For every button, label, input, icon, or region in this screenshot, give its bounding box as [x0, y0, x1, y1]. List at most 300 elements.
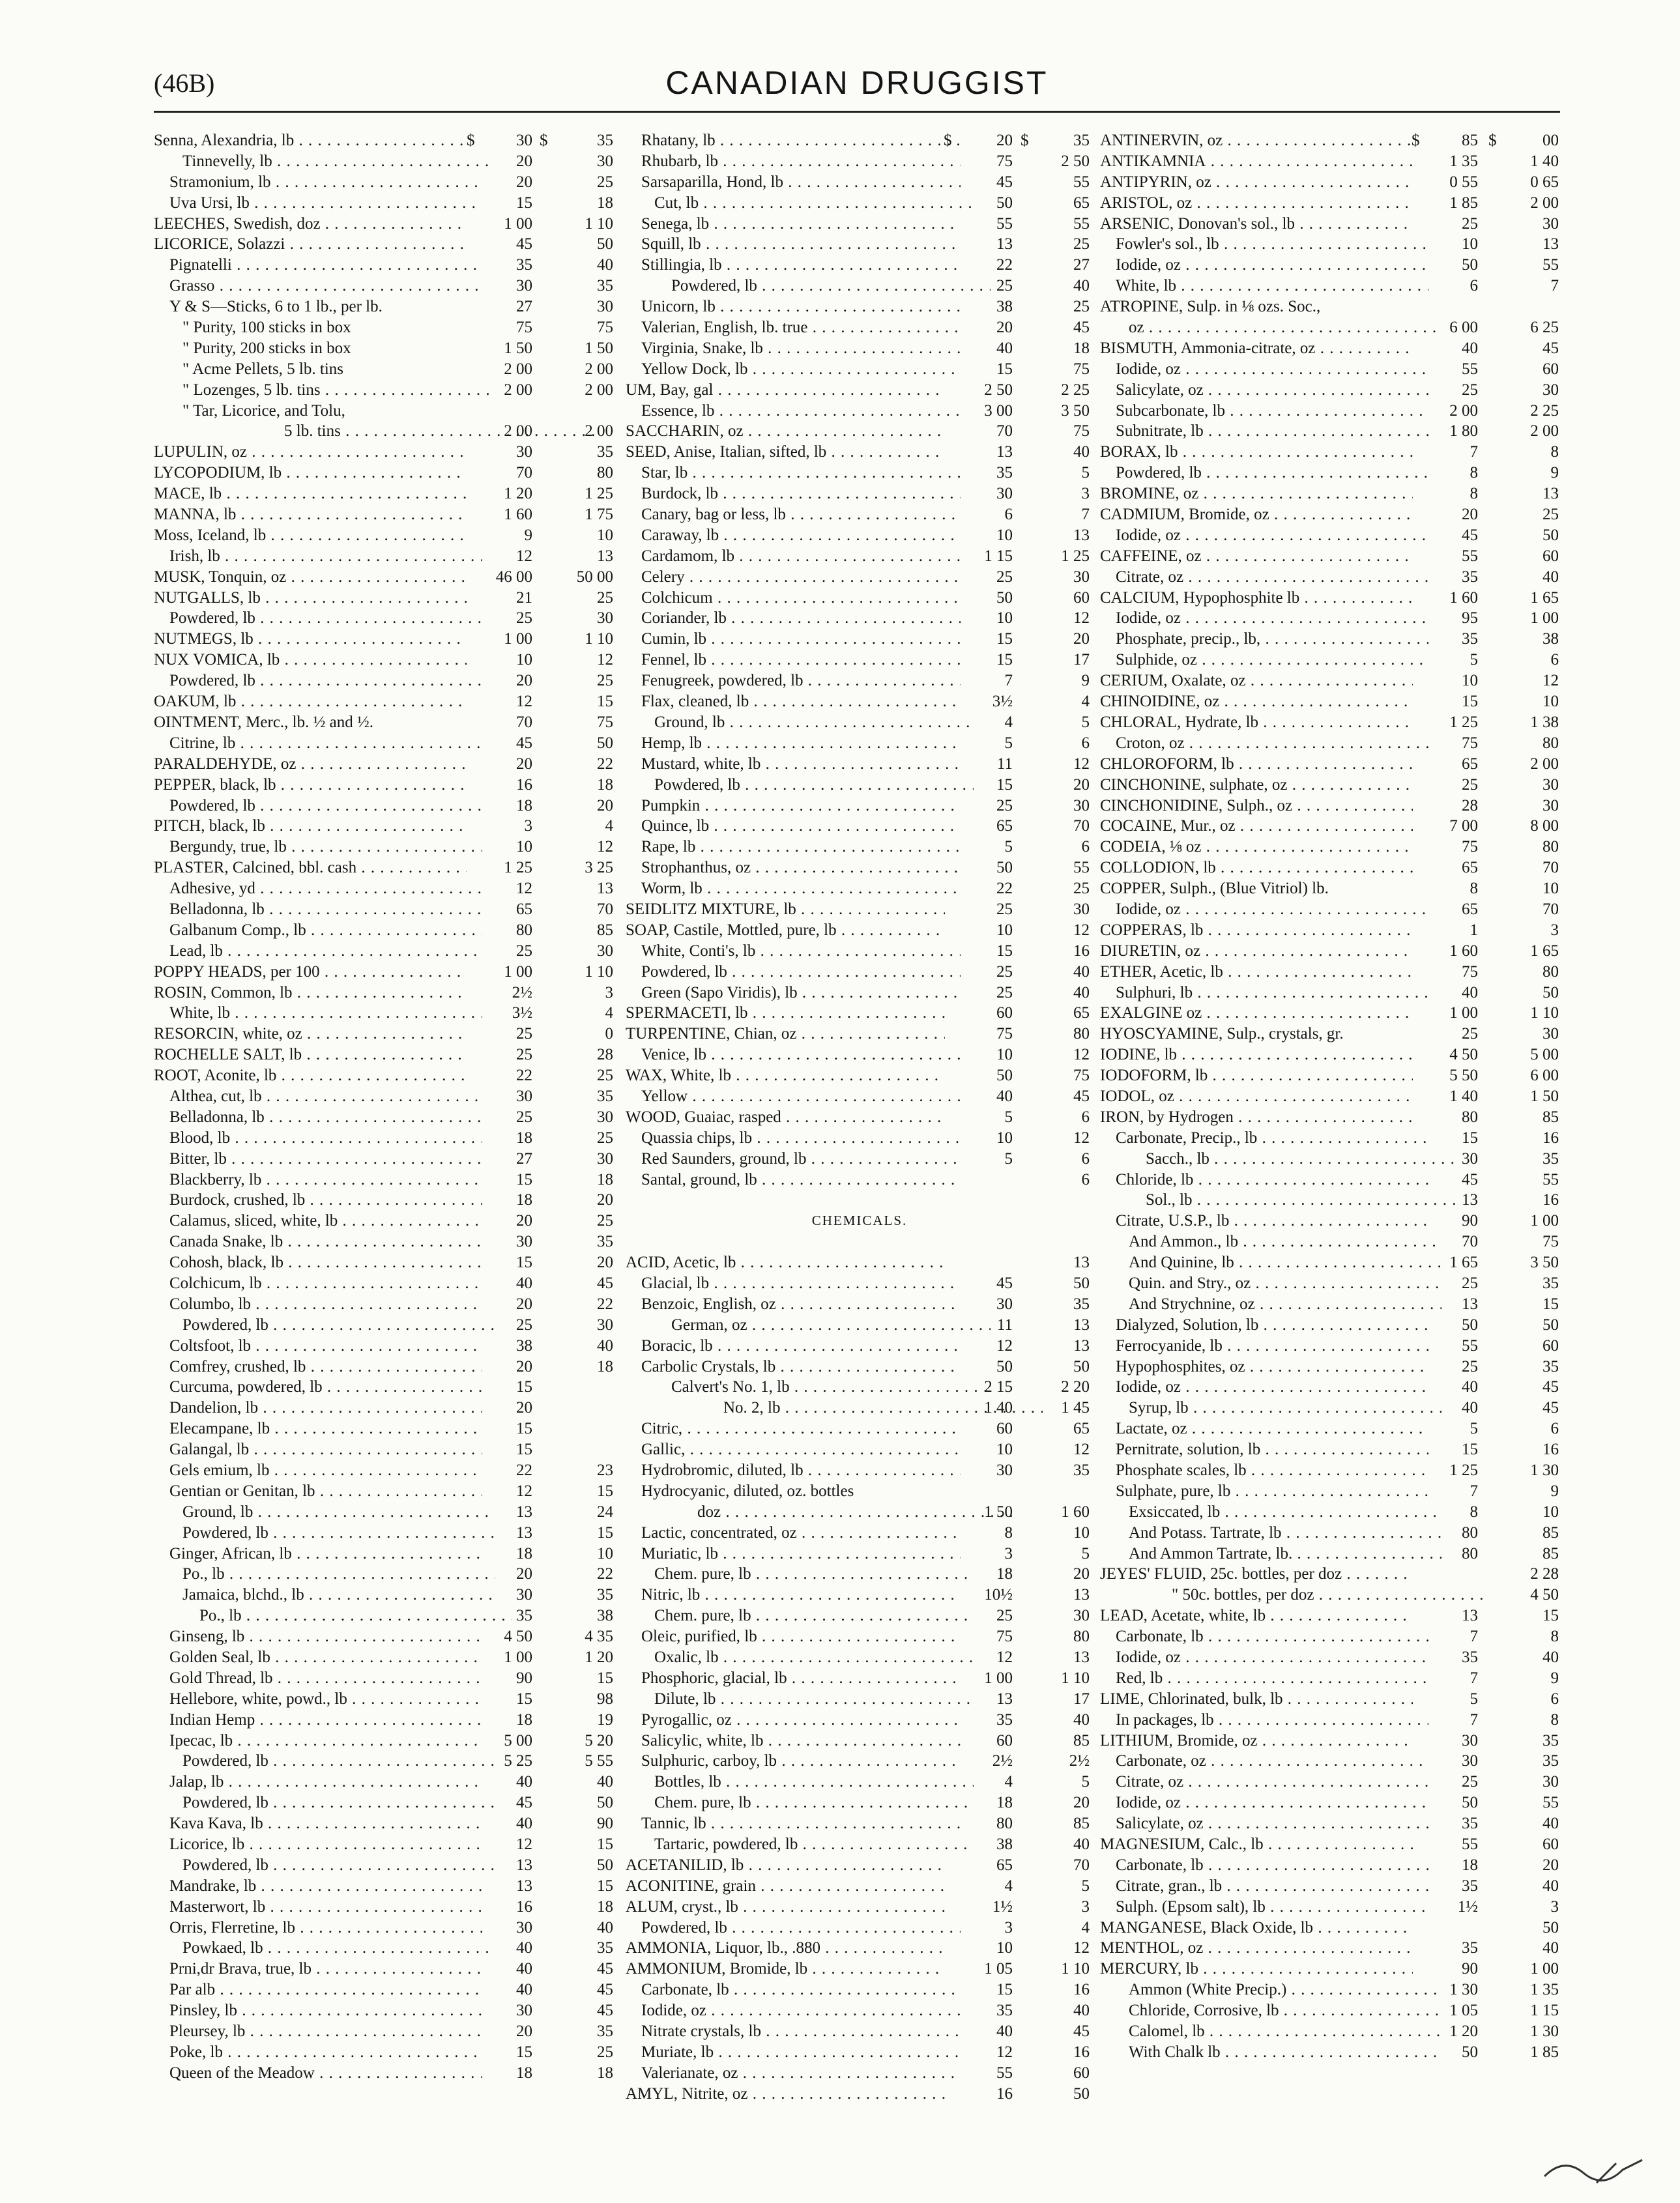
price-high: 40 — [1073, 1710, 1090, 1729]
item-name: Gallic, . . . — [626, 1439, 961, 1460]
price-high: 25 — [597, 672, 613, 690]
item-name: Sarsaparilla, Hond, lb . . . — [626, 172, 961, 193]
price-row — [154, 2063, 620, 2084]
price-low: 1 20 — [504, 485, 532, 503]
price-low: 55 — [1462, 360, 1478, 378]
price-high: 1 65 — [1530, 942, 1559, 960]
item-name: Ferrocyanide, lb . . . — [1100, 1336, 1428, 1357]
price-low: 65 — [1462, 755, 1478, 773]
price-high: 12 — [1073, 921, 1090, 939]
price-row — [1100, 1731, 1560, 1751]
item-name: With Chalk lb . . . — [1100, 2042, 1441, 2063]
price-row — [154, 1876, 620, 1897]
price-row — [154, 1564, 620, 1585]
price-row — [154, 193, 620, 214]
price-high: 1 40 — [1530, 152, 1559, 170]
price-row — [626, 1149, 1093, 1170]
price-high: 6 — [1081, 734, 1090, 752]
price-low: 27 — [516, 298, 532, 316]
price-low: 55 — [1462, 547, 1478, 565]
price-row — [1100, 1107, 1560, 1128]
price-high: 22 — [597, 1565, 613, 1583]
price-low: 10 — [996, 1129, 1013, 1147]
price-high: 55 — [1073, 173, 1090, 191]
item-name: IODOL, oz . . . — [1100, 1086, 1413, 1107]
price-high: 15 — [1542, 1607, 1559, 1625]
item-name: 5 lb. tins . . . — [154, 421, 597, 442]
item-name: Powdered, lb . . . — [626, 1918, 961, 1938]
item-name: Powkaed, lb . . . — [154, 1938, 495, 1959]
price-high: 1 75 — [585, 506, 613, 524]
item-name: Iodide, oz . . . — [1100, 525, 1428, 546]
price-low: 45 — [1462, 1170, 1478, 1188]
price-low: 20 — [1462, 506, 1478, 524]
price-high: 2½ — [1069, 1752, 1090, 1770]
price-high: 40 — [1542, 1939, 1559, 1957]
price-row — [154, 608, 620, 629]
price-row — [626, 296, 1093, 317]
item-name: OAKUM, lb . . . — [154, 691, 467, 712]
price-high: 65 — [1073, 194, 1090, 212]
item-name: Pyrogallic, oz . . . — [626, 1710, 961, 1731]
price-row — [154, 1418, 620, 1439]
price-low: 25 — [1462, 381, 1478, 399]
price-low: 1 60 — [1449, 588, 1478, 607]
price-low: 65 — [996, 1856, 1013, 1874]
price-low: 16 — [516, 775, 532, 794]
price-low: 55 — [1462, 1836, 1478, 1854]
price-high: 6 25 — [1530, 319, 1559, 337]
price-low: 16 — [996, 2084, 1013, 2103]
price-row — [626, 857, 1093, 878]
item-name: Uva Ursi, lb . . . — [154, 193, 482, 214]
price-low: 75 — [516, 319, 532, 337]
price-low: 1 25 — [1449, 1461, 1478, 1479]
price-low: 70 — [996, 422, 1013, 440]
price-low: 30 — [1462, 1752, 1478, 1770]
price-high: 4 — [1081, 1918, 1090, 1937]
currency-symbol: $ — [1021, 132, 1029, 149]
price-row — [154, 1813, 620, 1834]
price-low: 2½ — [992, 1752, 1013, 1770]
price-low: 40 — [516, 1274, 532, 1292]
price-row — [626, 608, 1093, 629]
price-low: 2 00 — [504, 422, 532, 440]
price-low: 11 — [996, 755, 1013, 773]
price-low: 30 — [1462, 1149, 1478, 1168]
price-row — [626, 421, 1093, 442]
price-high: 13 — [1073, 1586, 1090, 1604]
price-row — [154, 1252, 620, 1273]
price-low: 1 80 — [1449, 422, 1478, 440]
price-low: 25 — [516, 1108, 532, 1126]
price-high: 50 — [597, 1794, 613, 1812]
price-row — [154, 1044, 620, 1065]
price-high: 2 00 — [1530, 755, 1559, 773]
item-name: Althea, cut, lb . . . — [154, 1086, 482, 1107]
item-name: BORAX, lb . . . — [1100, 442, 1413, 463]
price-high: 40 — [1542, 1877, 1559, 1895]
price-high: 12 — [1073, 609, 1090, 627]
item-name: Subnitrate, lb . . . — [1100, 421, 1428, 442]
price-high: 30 — [1073, 568, 1090, 586]
item-name: BROMINE, oz . . . — [1100, 483, 1413, 504]
price-low: 1 50 — [984, 1503, 1013, 1521]
item-name: Caraway, lb . . . — [626, 525, 961, 546]
price-row — [626, 1128, 1093, 1149]
price-high: 60 — [1542, 1836, 1559, 1854]
price-row — [626, 1336, 1093, 1357]
item-name: Mustard, white, lb . . . — [626, 754, 961, 775]
price-high: 35 — [1073, 1461, 1090, 1479]
item-name: SEED, Anise, Italian, sifted, lb . . . — [626, 442, 945, 463]
price-high: 15 — [597, 1669, 613, 1687]
price-low: 80 — [1462, 1523, 1478, 1542]
item-name: Squill, lb . . . — [626, 234, 961, 255]
price-row — [154, 1065, 620, 1086]
price-row — [1100, 2021, 1560, 2042]
item-name: Salicylate, oz . . . — [1100, 1813, 1428, 1834]
price-high: 40 — [1542, 568, 1559, 586]
price-high: 45 — [597, 1960, 613, 1978]
price-low: 20 — [516, 152, 532, 170]
price-row — [626, 629, 1093, 650]
item-name: Gels emium, lb . . . — [154, 1460, 482, 1481]
price-low: 7 — [1470, 1710, 1478, 1729]
item-name: Ground, lb . . . — [154, 1502, 495, 1523]
price-high: 1 45 — [1061, 1399, 1090, 1417]
item-name: SOAP, Castile, Mottled, pure, lb . . . — [626, 920, 945, 941]
price-high: 30 — [597, 609, 613, 627]
price-high: 16 — [1542, 1191, 1559, 1209]
price-row — [626, 1813, 1093, 1834]
price-row — [1100, 1938, 1560, 1959]
item-name: Bottles, lb . . . — [626, 1772, 974, 1793]
price-low: 1 60 — [1449, 942, 1478, 960]
price-low: 7 — [1004, 672, 1013, 690]
item-name: Stramonium, lb . . . — [154, 172, 482, 193]
price-row — [1100, 380, 1560, 401]
price-low: 5 — [1470, 651, 1478, 669]
item-name: PARALDEHYDE, oz . . . — [154, 754, 467, 775]
item-name: MERCURY, lb . . . — [1100, 1959, 1413, 1980]
price-high: 3 — [1081, 485, 1090, 503]
price-high: 4 35 — [585, 1628, 613, 1646]
price-low: 15 — [996, 360, 1013, 378]
price-high: 35 — [1542, 1731, 1559, 1749]
item-name: Star, lb . . . — [626, 463, 961, 483]
item-name: Fowler's sol., lb . . . — [1100, 234, 1428, 255]
price-row — [1100, 899, 1560, 920]
price-row — [1100, 1813, 1560, 1834]
price-high: 60 — [1542, 360, 1559, 378]
price-high: 50 00 — [576, 568, 613, 586]
price-row — [626, 567, 1093, 588]
price-high: 12 — [1542, 672, 1559, 690]
price-low: 3 — [1004, 1918, 1013, 1937]
item-name: Carbonate, oz . . . — [1100, 1751, 1428, 1772]
price-low: 13 — [996, 235, 1013, 253]
price-high: 80 — [1542, 838, 1559, 856]
price-row — [1100, 1231, 1560, 1252]
price-high: 1 65 — [1530, 588, 1559, 607]
item-name: LEAD, Acetate, white, lb . . . — [1100, 1605, 1413, 1626]
item-name: Iodide, oz . . . — [626, 2000, 961, 2021]
price-low: 2 50 — [984, 381, 1013, 399]
price-low: 22 — [996, 256, 1013, 274]
price-row — [154, 691, 620, 712]
item-name: Bergundy, true, lb . . . — [154, 837, 482, 857]
price-low: 18 — [516, 1129, 532, 1147]
item-name: Adhesive, yd . . . — [154, 878, 482, 899]
item-name: Jalap, lb . . . — [154, 1772, 482, 1793]
price-low: 40 — [1462, 1399, 1478, 1417]
item-name: COPPERAS, lb . . . — [1100, 920, 1413, 941]
price-high: 18 — [597, 1357, 613, 1375]
price-low: 15 — [516, 1420, 532, 1438]
price-low: 50 — [996, 1067, 1013, 1085]
price-high: 2 00 — [585, 381, 613, 399]
price-row — [154, 1024, 620, 1044]
price-low: 8 — [1470, 1503, 1478, 1521]
item-name: Indian Hemp . . . — [154, 1710, 482, 1731]
price-row — [626, 276, 1093, 296]
price-low: 15 — [516, 2043, 532, 2061]
price-row — [154, 546, 620, 567]
item-name: Kava Kava, lb . . . — [154, 1813, 482, 1834]
price-low: 30 — [516, 1087, 532, 1105]
price-row — [626, 1024, 1093, 1044]
price-low: 13 — [516, 1856, 532, 1874]
price-high: 20 — [1073, 1794, 1090, 1812]
price-high: 5 — [1081, 464, 1090, 482]
price-row — [154, 1918, 620, 1938]
price-low: 20 — [516, 2023, 532, 2041]
price-low: 30 — [516, 443, 532, 461]
item-name: CHLORAL, Hydrate, lb . . . — [1100, 712, 1413, 733]
price-high: 1 50 — [1530, 1087, 1559, 1105]
item-name: LUPULIN, oz . . . — [154, 442, 467, 463]
item-name: Lactic, concentrated, oz . . . — [626, 1523, 961, 1544]
price-low: 50 — [996, 588, 1013, 607]
price-high: 1 00 — [1530, 1212, 1559, 1230]
price-high: 70 — [597, 900, 613, 918]
price-high: 65 — [1073, 1420, 1090, 1438]
price-low: 15 — [516, 1690, 532, 1708]
price-low: 45 — [996, 1274, 1013, 1292]
price-high: 13 — [1073, 1316, 1090, 1334]
price-low: 10 — [1462, 235, 1478, 253]
price-high: 10 — [1542, 880, 1559, 898]
price-high: 45 — [597, 1274, 613, 1292]
item-name: Lactate, oz . . . — [1100, 1418, 1428, 1439]
item-name: Citrate, oz . . . — [1100, 1772, 1428, 1793]
item-name: UM, Bay, gal . . . — [626, 380, 945, 401]
price-row — [154, 941, 620, 962]
price-row — [1100, 193, 1560, 214]
price-high: 3 — [1550, 921, 1559, 939]
price-low: 22 — [996, 880, 1013, 898]
price-row — [626, 1585, 1093, 1605]
price-row — [154, 1731, 620, 1751]
price-high: 24 — [597, 1503, 613, 1521]
price-high: 1 60 — [1061, 1503, 1090, 1521]
currency-symbol: $ — [1412, 132, 1420, 149]
price-row — [154, 296, 620, 317]
price-high: 1 85 — [1530, 2043, 1559, 2061]
item-name: Powdered, lb . . . — [626, 276, 991, 296]
price-row — [154, 962, 620, 983]
price-high: 1 10 — [585, 214, 613, 233]
price-high: 20 — [1073, 1565, 1090, 1583]
price-high: 85 — [597, 921, 613, 939]
item-name: Canada Snake, lb . . . — [154, 1231, 482, 1252]
price-row — [154, 1107, 620, 1128]
price-high: 80 — [597, 464, 613, 482]
price-high: 2 50 — [1061, 152, 1090, 170]
item-name: " Purity, 100 sticks in box — [182, 319, 351, 337]
price-row — [626, 234, 1093, 255]
price-high: 5 — [1081, 1773, 1090, 1791]
item-name: Powdered, lb . . . — [154, 1793, 495, 1813]
price-low: 20 — [516, 1295, 532, 1313]
price-row — [1100, 1149, 1560, 1170]
price-high: 25 — [597, 173, 613, 191]
price-low: 25 — [1462, 1274, 1478, 1292]
price-high: 2 28 — [1530, 1565, 1559, 1583]
item-name: Par alb . . . — [154, 1980, 482, 2000]
price-high: 8 — [1550, 1710, 1559, 1729]
price-high: 6 — [1081, 1149, 1090, 1168]
item-name: LICORICE, Solazzi . . . — [154, 234, 467, 255]
price-high: 30 — [1542, 1025, 1559, 1043]
price-low: 18 — [516, 2064, 532, 2082]
price-row — [1100, 234, 1560, 255]
price-high: 1 00 — [1530, 1960, 1559, 1978]
price-row — [1100, 1252, 1560, 1273]
item-name: ALUM, cryst., lb . . . — [626, 1897, 945, 1918]
price-row — [1100, 567, 1560, 588]
price-row — [154, 1959, 620, 1980]
price-high: 30 — [1073, 900, 1090, 918]
price-row — [626, 588, 1093, 609]
price-row — [154, 1938, 620, 1959]
price-high: 10 — [1542, 1503, 1559, 1521]
item-name: OINTMENT, Merc., lb. ½ and ½. — [154, 713, 373, 731]
item-name: Belladonna, lb . . . — [154, 1107, 482, 1128]
price-row — [154, 130, 620, 151]
item-name: Muriatic, lb . . . — [626, 1544, 961, 1564]
price-row — [1100, 172, 1560, 193]
price-high: 30 — [1542, 381, 1559, 399]
price-low: 1 00 — [1449, 1004, 1478, 1022]
item-name: ATROPINE, Sulp. in ⅛ ozs. Soc., — [1100, 298, 1321, 316]
price-high: 5 20 — [585, 1731, 613, 1749]
price-row — [626, 1481, 1093, 1502]
price-high: 38 — [1542, 630, 1559, 648]
price-row — [1100, 837, 1560, 857]
item-name: White, lb . . . — [1100, 276, 1428, 296]
item-name: Stillingia, lb . . . — [626, 255, 961, 276]
price-high: 25 — [1542, 506, 1559, 524]
price-row — [1100, 1315, 1560, 1336]
item-name: NUTMEGS, lb . . . — [154, 629, 467, 650]
price-low: 70 — [516, 713, 532, 731]
price-high: 40 — [1073, 1836, 1090, 1854]
price-high: 10 — [597, 1544, 613, 1562]
price-low: 8 — [1004, 1523, 1013, 1542]
price-high: 85 — [1542, 1523, 1559, 1542]
item-name: Hellebore, white, powd., lb . . . — [154, 1689, 482, 1710]
price-high: 45 — [1073, 319, 1090, 337]
item-name: ACONITINE, grain . . . — [626, 1876, 945, 1897]
price-low: 20 — [516, 1212, 532, 1230]
price-low: 50 — [1462, 256, 1478, 274]
price-high: 9 — [1550, 1669, 1559, 1687]
price-row — [154, 151, 620, 172]
price-row — [1100, 1544, 1560, 1564]
price-low: 15 — [1462, 1441, 1478, 1459]
item-name: Iodide, oz . . . — [1100, 1647, 1428, 1668]
price-high: 15 — [597, 693, 613, 711]
price-row — [1100, 1190, 1560, 1211]
item-name: Curcuma, powdered, lb . . . — [154, 1377, 482, 1398]
price-high: 12 — [1073, 1046, 1090, 1064]
price-low: 25 — [996, 962, 1013, 981]
item-name: Hydrocyanic, diluted, oz. bottles — [641, 1482, 854, 1500]
price-low: 65 — [516, 900, 532, 918]
item-name: Citrate, gran., lb . . . — [1100, 1876, 1428, 1897]
price-high: 13 — [597, 547, 613, 565]
price-row — [626, 172, 1093, 193]
item-name: Ammon (White Precip.) . . . — [1100, 1980, 1441, 2000]
item-name: Powdered, lb . . . — [154, 796, 482, 816]
price-high: 35 — [1073, 1295, 1090, 1313]
price-high: 6 — [1550, 651, 1559, 669]
price-row — [1100, 712, 1560, 733]
item-name: DIURETIN, oz . . . — [1100, 941, 1413, 962]
price-high: 8 00 — [1530, 817, 1559, 835]
price-low: 12 — [516, 1482, 532, 1500]
price-high: 55 — [1542, 1794, 1559, 1812]
item-name: Iodide, oz . . . — [1100, 255, 1428, 276]
price-low: 15 — [516, 1170, 532, 1188]
price-low: 10 — [516, 651, 532, 669]
item-name: Salicylate, oz . . . — [1100, 380, 1428, 401]
item-name: Powdered, lb . . . — [154, 608, 482, 629]
price-low: 25 — [516, 942, 532, 960]
item-name: CINCHONIDINE, Sulph., oz . . . — [1100, 796, 1413, 816]
item-name: Virginia, Snake, lb . . . — [626, 338, 961, 359]
price-row — [154, 1668, 620, 1689]
price-high: 75 — [1542, 1233, 1559, 1251]
item-name: IODOFORM, lb . . . — [1100, 1065, 1413, 1086]
price-row — [154, 712, 620, 733]
price-low: 5 — [1470, 1690, 1478, 1708]
price-high: 75 — [1073, 360, 1090, 378]
price-low: 25 — [516, 1046, 532, 1064]
price-high: 6 — [1550, 1420, 1559, 1438]
item-name: " Purity, 200 sticks in box — [182, 339, 351, 357]
price-high: 2 00 — [585, 422, 613, 440]
item-name: Citrate, U.S.P., lb . . . — [1100, 1211, 1428, 1231]
price-low: 15 — [996, 942, 1013, 960]
item-name: AMYL, Nitrite, oz . . . — [626, 2084, 945, 2105]
item-name: AMMONIA, Liquor, lb., .880 . . . — [626, 1938, 945, 1959]
price-low: 13 — [516, 1877, 532, 1895]
item-name: Ginseng, lb . . . — [154, 1626, 482, 1647]
price-row — [1100, 1460, 1560, 1481]
